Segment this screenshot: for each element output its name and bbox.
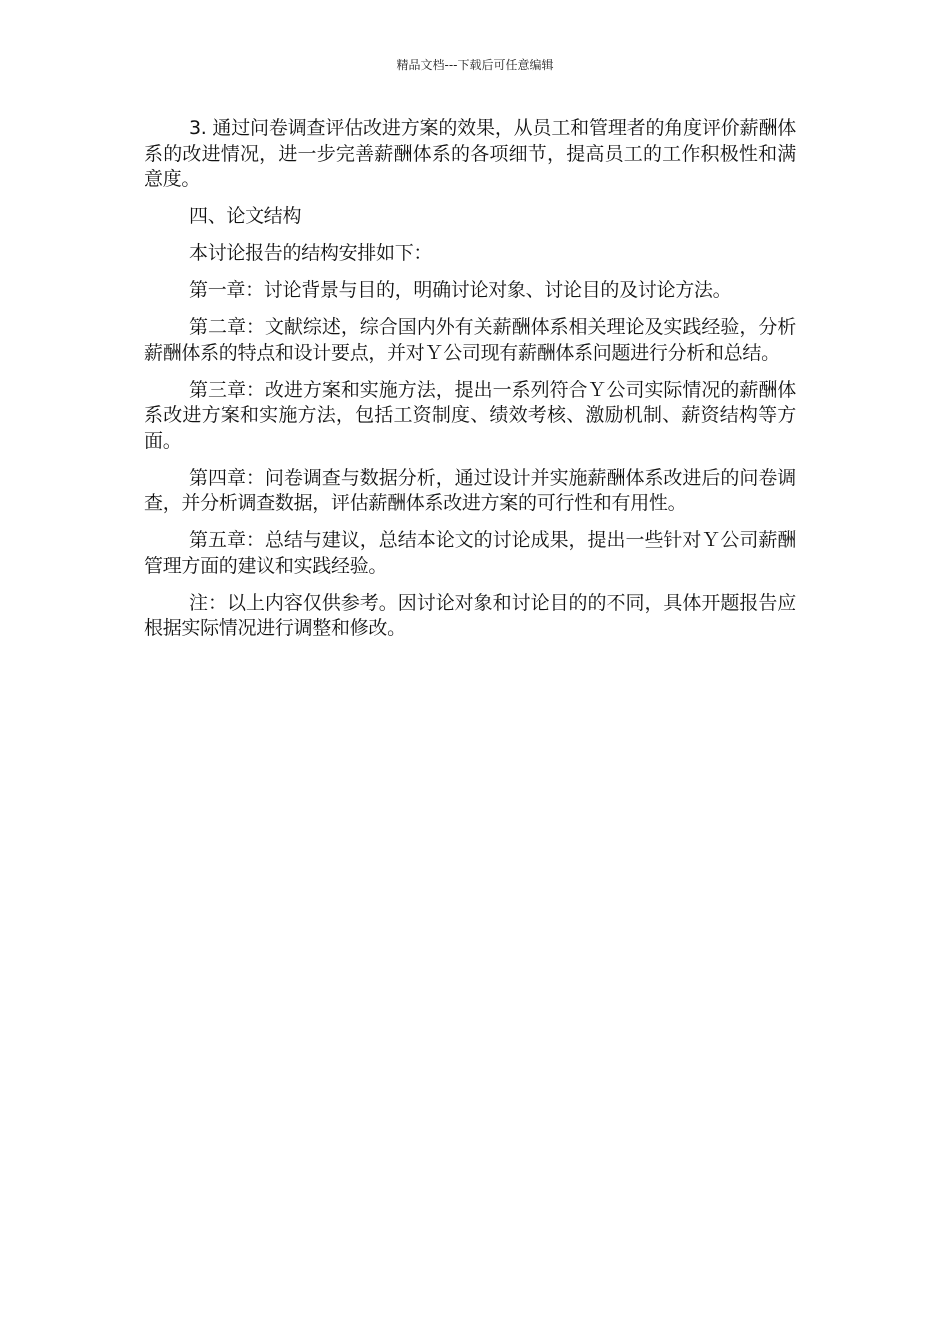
chapter-3: 第三章：改进方案和实施方法，提出一系列符合Ｙ公司实际情况的薪酬体系改进方案和实施方法，包括工资制度、绩效考核、激励机制、薪资结构等方面。	[144, 378, 796, 452]
section-heading: 四、论文结构	[189, 205, 302, 227]
note-paragraph: 注：以上内容仅供参考。因讨论对象和讨论目的的不同，具体开题报告应根据实际情况进行调整和修改。	[144, 591, 796, 639]
structure-intro: 本讨论报告的结构安排如下：	[189, 242, 433, 264]
paragraph-item-3: 3. 通过问卷调查评估改进方案的效果，从员工和管理者的角度评价薪酬体系的改进情况，进一步完善薪酬体系的各项细节，提高员工的工作积极性和满意度。	[144, 117, 796, 190]
chapter-1: 第一章：讨论背景与目的，明确讨论对象、讨论目的及讨论方法。	[189, 279, 732, 301]
chapter-5: 第五章：总结与建议，总结本论文的讨论成果，提出一些针对Ｙ公司薪酬管理方面的建议和实践经验。	[144, 529, 796, 577]
chapter-2: 第二章：文献综述，综合国内外有关薪酬体系相关理论及实践经验，分析薪酬体系的特点和设计要点，并对Ｙ公司现有薪酬体系问题进行分析和总结。	[144, 316, 796, 364]
chapter-4: 第四章：问卷调查与数据分析，通过设计并实施薪酬体系改进后的问卷调查，并分析调查数据，评估薪酬体系改进方案的可行性和有用性。	[144, 466, 796, 514]
document-body	[144, 116, 796, 653]
page-header: 精品文档---下载后可任意编辑	[396, 58, 554, 72]
